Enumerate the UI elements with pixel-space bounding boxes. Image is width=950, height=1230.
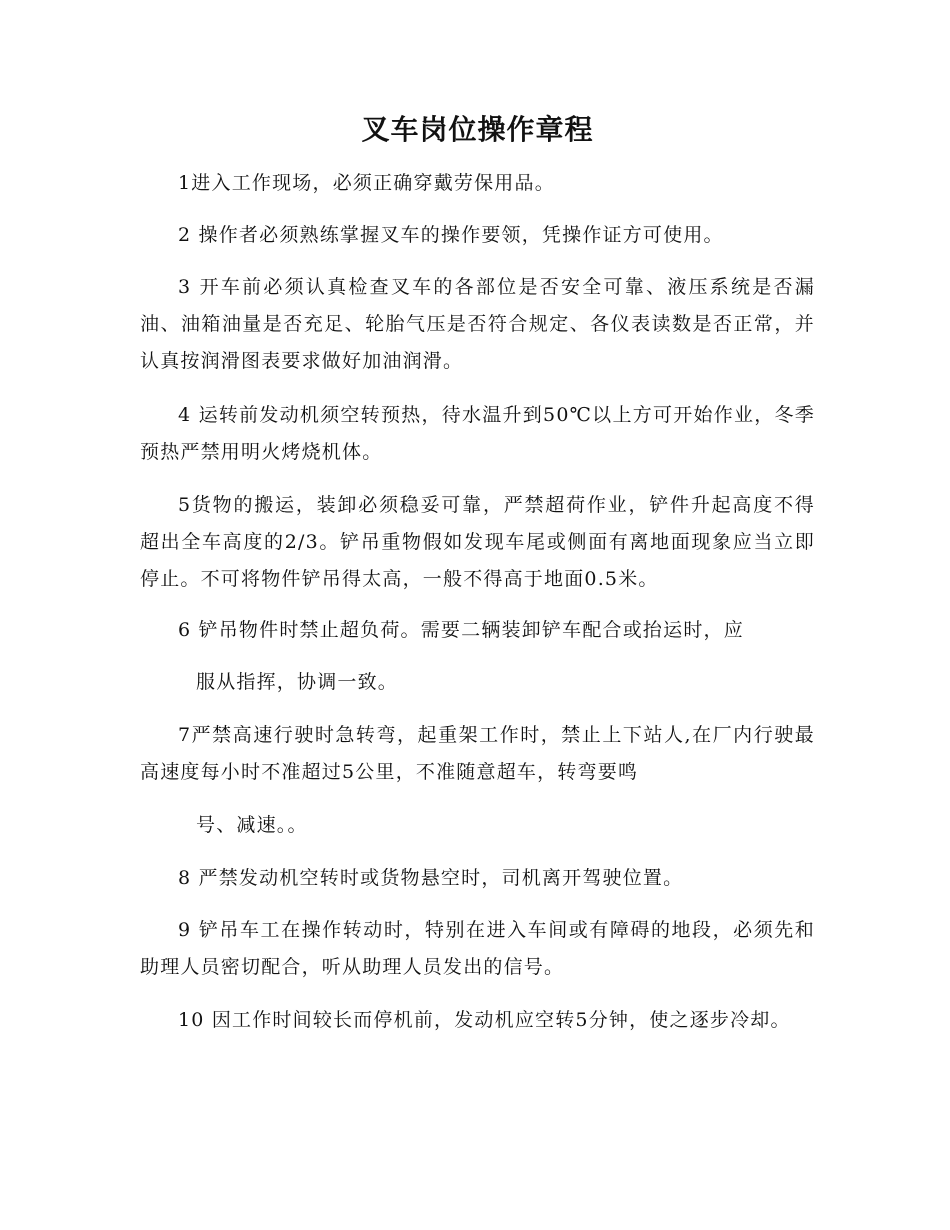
- document-title: 叉车岗位操作章程: [361, 113, 594, 146]
- document-page: [140, 0, 815, 1230]
- rule-6: 6 铲吊物件时禁止超负荷。需要二辆装卸铲车配合或抬运时，应: [178, 619, 744, 641]
- rule-7: 7严禁高速行驶时急转弯，起重架工作时，禁止上下站人,在厂内行驶最高速度每小时不准超过5公里，不准随意超车，转弯要鸣: [140, 724, 815, 783]
- rule-5: 5货物的搬运，装卸必须稳妥可靠，严禁超荷作业，铲件升起高度不得超出全车高度的2/3。铲吊重物假如发现车尾或侧面有离地面现象应当立即停止。不可将物件铲吊得太高，一般不得高于地面0.5米。: [140, 494, 815, 590]
- rule-4: 4 运转前发动机须空转预热，待水温升到50℃以上方可开始作业，冬季预热严禁用明火烤烧机体。: [140, 404, 815, 463]
- rule-1: 1进入工作现场，必须正确穿戴劳保用品。: [178, 172, 555, 194]
- rule-10: 10 因工作时间较长而停机前，发动机应空转5分钟，使之逐步冷却。: [178, 1009, 791, 1031]
- rule-6-continuation: 服从指挥，协调一致。: [196, 671, 399, 693]
- rule-2: 2 操作者必须熟练掌握叉车的操作要领，凭操作证方可使用。: [178, 224, 724, 246]
- rule-3: 3 开车前必须认真检查叉车的各部位是否安全可靠、液压系统是否漏油、油箱油量是否充足、轮胎气压是否符合规定、各仪表读数是否正常，并认真按润滑图表要求做好加油润滑。: [140, 276, 815, 372]
- rule-8: 8 严禁发动机空转时或货物悬空时，司机离开驾驶位置。: [178, 867, 684, 889]
- rule-7-continuation: 号、减速。。: [196, 814, 308, 836]
- rule-9: 9 铲吊车工在操作转动时，特别在进入车间或有障碍的地段，必须先和助理人员密切配合，听从助理人员发出的信号。: [140, 919, 815, 978]
